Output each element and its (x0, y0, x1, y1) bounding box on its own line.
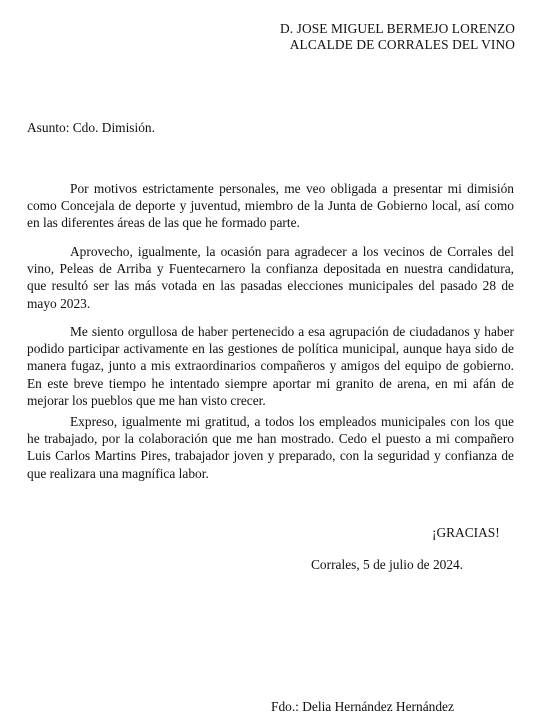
body-paragraph-resignation: Por motivos estrictamente personales, me veo obligada a presentar mi dimisión como Concejala de deporte y juventud, miembro de la Junta de Gobierno local, así como en las diferentes áreas de las que he formado parte. (27, 181, 514, 231)
recipient-name: D. JOSE MIGUEL BERMEJO LORENZO (280, 21, 515, 36)
recipient-title: ALCALDE DE CORRALES DEL VINO (289, 37, 515, 52)
closing-thanks: ¡GRACIAS! (432, 525, 500, 540)
recipient-block (280, 21, 515, 53)
subject-line: Asunto: Cdo. Dimisión. (27, 120, 155, 135)
signature-line: Fdo.: Delia Hernández Hernández (271, 699, 454, 714)
place-date: Corrales, 5 de julio de 2024. (311, 557, 464, 572)
body-paragraph-thanks-neighbors: Aprovecho, igualmente, la ocasión para agradecer a los vecinos de Corrales del vino, Peleas de Arriba y Fuentecarnero la confianza depositada en nuestra candidatura, que resultó ser las más votada en las pasadas elecciones municipales del pasado 28 de mayo 2023. (27, 244, 514, 311)
body-paragraph-gratitude-staff: Expreso, igualmente mi gratitud, a todos los empleados municipales con los que he trabajado, por la colaboración que me han mostrado. Cedo el puesto a mi compañero Luis Carlos Martins Pires, trabajador joven y preparado, con la seguridad y confianza de que realizara una magnífica labor. (27, 414, 514, 481)
body-paragraph-pride: Me siento orgullosa de haber pertenecido a esa agrupación de ciudadanos y haber podido participar activamente en las gestiones de política municipal, aunque haya sido de manera fugaz, junto a mis extraordinarios compañeros y amigos del equipo de gobierno. En este breve tiempo he intentado siempre aportar mi granito de arena, en mi afán de mejorar los pueblos que me han visto crecer. (27, 324, 514, 408)
